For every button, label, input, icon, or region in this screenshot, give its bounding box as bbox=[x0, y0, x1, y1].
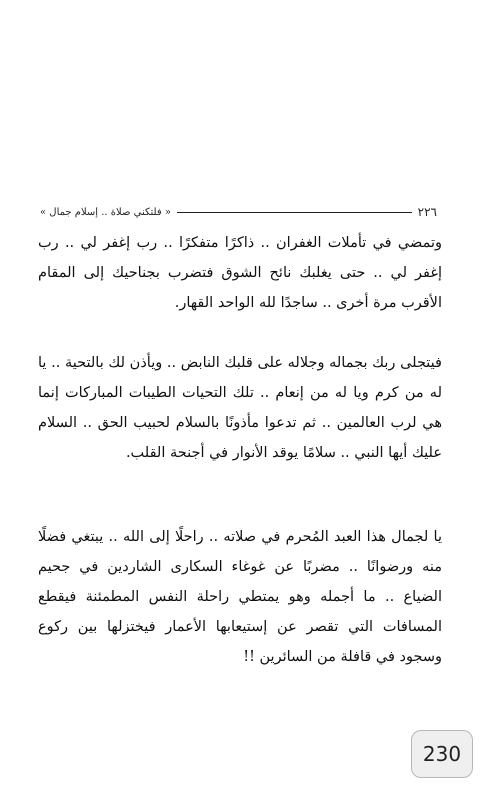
printed-page-number: ٢٢٦ bbox=[417, 205, 437, 219]
paragraph-text: وتمضي في تأملات الغفران .. ذاكرًا متفكرًا .. رب إغفر لي .. رب إغفر لي .. حتى يغلبك نائح الشوق فتضرب بجناحيك إلى المقام الأقرب مرة أخرى .. ساجدًا لله الواحد القهار. bbox=[38, 235, 442, 311]
book-title: « فلتكني صلاة .. إسلام جمال » bbox=[40, 206, 171, 218]
header-rule bbox=[177, 212, 412, 213]
running-header bbox=[40, 205, 437, 219]
paragraph-2 bbox=[38, 348, 442, 468]
page-number-badge[interactable] bbox=[411, 730, 473, 778]
paragraph-text: يا لجمال هذا العبد المُحرم في صلاته .. راحلًا إلى الله .. يبتغي فضلًا منه ورضوانًا .. مضربًا عن غوغاء السكارى الشاردين في جحيم الضياع .. ما أجمله وهو يمتطي راحلة النفس المطمئنة فيقطع المسافات التي تقصر عن إستيعابها الأعمار فيختزلها بين ركوع وسجود في قافلة من السائرين !! bbox=[38, 529, 442, 665]
paragraph-text: فيتجلى ربك بجماله وجلاله على قلبك النابض .. ويأذن لك بالتحية .. يا له من كرم ويا له من إنعام .. تلك التحيات الطيبات المباركات إنما هي لرب العالمين .. ثم تدعوا مأذونًا بالسلام لحبيب الحق .. السلام عليك أيها النبي .. سلامًا يوقد الأنوار في أجنحة القلب. bbox=[38, 355, 442, 461]
paragraph-3 bbox=[38, 522, 442, 672]
paragraph-1 bbox=[38, 228, 442, 318]
page-number-label: 230 bbox=[422, 742, 462, 766]
